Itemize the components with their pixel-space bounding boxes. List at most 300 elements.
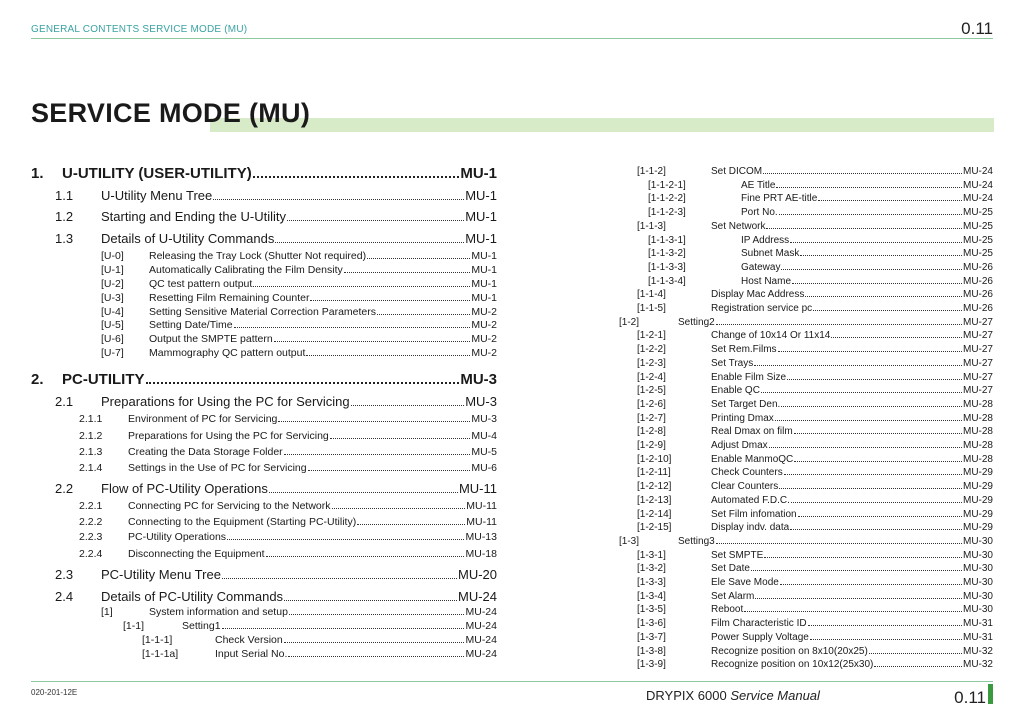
toc-entry-number: 2.1.2 xyxy=(79,430,103,442)
dot-leader xyxy=(274,341,471,342)
toc-entry[interactable] xyxy=(55,589,497,604)
toc-entry[interactable] xyxy=(637,604,993,615)
toc-entry[interactable] xyxy=(637,454,993,465)
dot-leader xyxy=(377,314,470,315)
toc-entry-number: [1-2-12] xyxy=(637,481,672,493)
dot-leader xyxy=(810,639,962,640)
toc-entry[interactable] xyxy=(648,235,993,246)
toc-entry[interactable] xyxy=(55,567,497,582)
toc-entry-label: U-UTILITY (USER-UTILITY) xyxy=(62,165,252,182)
toc-entry-page: MU-2 xyxy=(471,333,497,345)
dot-leader xyxy=(234,327,471,328)
toc-entry[interactable] xyxy=(637,495,993,506)
dot-leader xyxy=(716,324,962,325)
toc-entry-page: MU-30 xyxy=(962,577,993,588)
toc-entry-number: 2.4 xyxy=(55,589,74,604)
toc-entry-label: Set Network xyxy=(711,220,766,232)
toc-entry-label: Preparations for Using the PC for Servicing xyxy=(101,394,350,409)
toc-entry-number: [1-2-13] xyxy=(637,494,672,506)
document-code: 020-201-12E xyxy=(31,688,78,697)
dot-leader xyxy=(306,355,470,356)
toc-entry-page: MU-30 xyxy=(962,590,993,602)
toc-entry-label: Details of U-Utility Commands xyxy=(101,231,275,246)
dot-leader xyxy=(744,611,962,612)
toc-entry-number: [1-2-9] xyxy=(637,440,666,451)
toc-entry-page: MU-27 xyxy=(962,316,993,328)
toc-entry[interactable] xyxy=(79,516,497,528)
toc-entry-page: MU-2 xyxy=(471,347,497,359)
dot-leader xyxy=(357,524,465,525)
toc-entry[interactable] xyxy=(637,166,993,177)
toc-entry-number: 2.1.1 xyxy=(79,413,103,425)
toc-entry-label: Setting1 xyxy=(182,620,221,632)
toc-entry-number: [1-2-15] xyxy=(637,522,672,534)
manual-name: DRYPIX 6000 xyxy=(646,688,727,703)
toc-entry-page: MU-11 xyxy=(458,481,497,496)
dot-leader xyxy=(787,379,962,380)
toc-entry[interactable] xyxy=(31,165,497,182)
toc-entry[interactable] xyxy=(619,317,993,328)
toc-entry-number: [1-3-5] xyxy=(637,604,666,616)
toc-entry-number: [U-7] xyxy=(101,347,124,359)
dot-leader xyxy=(330,438,471,439)
toc-entry-label: Power Supply Voltage xyxy=(711,631,809,643)
toc-entry-label: Mammography QC pattern output xyxy=(149,347,306,359)
toc-entry-number: [1-2-3] xyxy=(637,357,666,369)
toc-entry[interactable] xyxy=(637,563,993,574)
dot-leader xyxy=(761,392,962,393)
toc-entry-page: MU-6 xyxy=(471,462,497,474)
dot-leader xyxy=(344,272,471,273)
toc-entry-label: Settings in the Use of PC for Servicing xyxy=(128,462,307,474)
toc-entry[interactable] xyxy=(101,319,497,331)
toc-entry-number: [1-3] xyxy=(619,535,640,547)
toc-entry[interactable] xyxy=(637,413,993,424)
toc-entry-label: Check Version xyxy=(215,634,283,646)
toc-entry-label: Display Mac Address xyxy=(711,289,805,301)
toc-entry[interactable] xyxy=(637,303,993,314)
toc-entry[interactable] xyxy=(637,646,993,657)
toc-entry-label: System information and setup xyxy=(149,606,288,618)
toc-entry-page: MU-3 xyxy=(471,413,497,425)
toc-entry-number: [1-1-2-1] xyxy=(648,179,686,191)
toc-entry[interactable] xyxy=(101,264,497,276)
toc-entry[interactable] xyxy=(79,413,497,425)
toc-entry[interactable] xyxy=(101,333,497,345)
toc-entry[interactable] xyxy=(79,548,497,560)
toc-entry[interactable] xyxy=(55,231,497,246)
toc-entry-number: [U-5] xyxy=(101,319,124,331)
toc-entry-label: Enable QC xyxy=(711,385,760,397)
toc-entry-label: PC-Utility Menu Tree xyxy=(101,567,221,582)
toc-entry-label: Input Serial No. xyxy=(215,648,288,660)
toc-entry-page: MU-25 xyxy=(962,248,993,260)
toc-entry-label: Automated F.D.C. xyxy=(711,494,790,506)
dot-leader xyxy=(779,214,962,215)
toc-entry-number: [1-1-3-2] xyxy=(648,248,686,260)
dot-leader xyxy=(780,584,962,585)
dot-leader xyxy=(222,578,457,579)
toc-entry[interactable] xyxy=(637,344,993,355)
toc-entry-number: [1-3-7] xyxy=(637,631,666,643)
toc-entry-number: [U-0] xyxy=(101,250,124,262)
toc-entry[interactable] xyxy=(101,250,497,262)
toc-entry[interactable] xyxy=(123,620,497,632)
dot-leader xyxy=(781,406,962,407)
toc-entry[interactable] xyxy=(648,207,993,218)
dot-leader xyxy=(716,543,962,544)
toc-entry-number: [1-3-4] xyxy=(637,590,666,602)
toc-entry-page: MU-25 xyxy=(962,234,993,246)
toc-entry-page: MU-31 xyxy=(962,618,993,630)
dot-leader xyxy=(751,570,962,571)
toc-entry[interactable] xyxy=(637,330,993,341)
toc-entry[interactable] xyxy=(637,399,993,410)
toc-entry[interactable] xyxy=(637,591,993,602)
toc-entry-label: Setting Sensitive Material Correction Parameters xyxy=(149,306,377,318)
toc-entry[interactable] xyxy=(637,289,993,300)
toc-entry[interactable] xyxy=(55,209,497,224)
dot-leader xyxy=(794,461,962,462)
toc-entry-page: MU-29 xyxy=(962,522,993,534)
toc-entry-page: MU-28 xyxy=(962,412,993,424)
toc-entry-number: [1-1-1a] xyxy=(142,648,179,660)
toc-entry-label: Port No. xyxy=(741,207,778,219)
toc-entry-label: Adjust Dmax xyxy=(711,440,768,451)
toc-entry[interactable] xyxy=(142,648,497,660)
dot-leader xyxy=(269,492,458,493)
toc-entry-page: MU-30 xyxy=(962,604,993,616)
toc-entry-page: MU-27 xyxy=(962,344,993,356)
toc-entry[interactable] xyxy=(101,278,497,290)
toc-entry[interactable] xyxy=(648,276,993,287)
toc-entry-page: MU-2 xyxy=(471,306,497,318)
toc-entry-label: Setting2 xyxy=(678,316,715,328)
dot-leader xyxy=(813,310,962,311)
toc-entry-number: [1-3-1] xyxy=(637,549,666,561)
toc-entry-page: MU-26 xyxy=(962,303,993,314)
toc-entry-page: MU-25 xyxy=(962,220,993,232)
toc-entry-label: Enable ManmoQC xyxy=(711,453,794,465)
toc-entry[interactable] xyxy=(637,467,993,478)
toc-entry[interactable] xyxy=(142,634,497,646)
toc-entry-page: MU-1 xyxy=(465,188,497,203)
footer-divider xyxy=(31,681,993,682)
toc-entry-label: Set SMPTE xyxy=(711,549,764,561)
toc-entry-page: MU-1 xyxy=(465,209,497,224)
toc-entry[interactable] xyxy=(79,446,497,458)
toc-entry-page: MU-24 xyxy=(465,648,497,660)
dot-leader xyxy=(763,173,962,174)
toc-entry-label: Reboot xyxy=(711,604,744,616)
toc-entry-number: 2. xyxy=(31,371,44,388)
toc-entry-page: MU-24 xyxy=(465,620,497,632)
dot-leader xyxy=(874,666,962,667)
toc-entry-number: [1-1-3-1] xyxy=(648,234,686,246)
toc-entry[interactable] xyxy=(101,306,497,318)
toc-entry-page: MU-31 xyxy=(962,631,993,643)
toc-entry-page: MU-11 xyxy=(466,516,497,528)
toc-entry-page: MU-29 xyxy=(962,481,993,493)
dot-leader xyxy=(288,656,464,657)
toc-entry-number: [U-2] xyxy=(101,278,124,290)
toc-entry-label: Connecting PC for Servicing to the Network xyxy=(128,500,331,512)
toc-entry-label: AE Title xyxy=(741,179,776,191)
toc-entry[interactable] xyxy=(101,347,497,359)
page-number-bottom: 0.11 xyxy=(954,688,986,707)
breadcrumb[interactable]: GENERAL CONTENTS SERVICE MODE (MU) xyxy=(31,24,248,35)
dot-leader xyxy=(213,199,464,200)
toc-entry[interactable] xyxy=(637,372,993,383)
toc-entry-label: Creating the Data Storage Folder xyxy=(128,446,283,458)
toc-entry-label: Starting and Ending the U-Utility xyxy=(101,209,286,224)
dot-leader xyxy=(792,283,962,284)
toc-entry-label: Set Film infomation xyxy=(711,508,797,520)
toc-entry-page: MU-24 xyxy=(465,634,497,646)
toc-entry-number: [1-1-3-4] xyxy=(648,275,686,287)
toc-entry-label: Change of 10x14 Or 11x14 xyxy=(711,330,831,342)
toc-entry-page: MU-32 xyxy=(962,659,993,671)
toc-entry-page: MU-28 xyxy=(962,440,993,451)
dot-leader xyxy=(800,255,962,256)
toc-entry-number: [1-3-9] xyxy=(637,659,666,671)
toc-entry[interactable] xyxy=(637,426,993,437)
toc-entry[interactable] xyxy=(637,358,993,369)
toc-entry-label: IP Address xyxy=(741,234,790,246)
dot-leader xyxy=(332,508,466,509)
dot-leader xyxy=(222,628,465,629)
toc-entry-number: 1. xyxy=(31,165,44,182)
toc-entry[interactable] xyxy=(79,500,497,512)
toc-entry-label: Subnet Mask xyxy=(741,248,800,260)
toc-entry-page: MU-30 xyxy=(962,549,993,561)
toc-entry-number: [1-3-6] xyxy=(637,618,666,630)
toc-entry-number: [1] xyxy=(101,606,113,618)
dot-leader xyxy=(818,200,962,201)
toc-entry[interactable] xyxy=(637,618,993,629)
toc-entry-number: 2.1.4 xyxy=(79,462,103,474)
toc-entry-number: [1-2-11] xyxy=(637,467,671,479)
toc-entry[interactable] xyxy=(79,462,497,474)
dot-leader xyxy=(266,556,465,557)
toc-entry[interactable] xyxy=(637,632,993,643)
toc-entry-label: Disconnecting the Equipment xyxy=(128,548,265,560)
toc-entry-page: MU-28 xyxy=(962,426,993,438)
manual-title xyxy=(646,688,820,703)
page-title: SERVICE MODE (MU) xyxy=(31,98,311,128)
dot-leader xyxy=(308,470,471,471)
dot-leader xyxy=(755,598,962,599)
toc-entry-label: Preparations for Using the PC for Servicing xyxy=(128,430,329,442)
toc-entry-page: MU-2 xyxy=(471,319,497,331)
toc-entry-page: MU-1 xyxy=(471,292,497,304)
toc-entry-page: MU-1 xyxy=(465,231,497,246)
toc-entry-label: Recognize position on 10x12(25x30) xyxy=(711,659,874,671)
toc-entry[interactable] xyxy=(648,262,993,273)
toc-entry-number: 1.3 xyxy=(55,231,74,246)
toc-entry-number: 1.1 xyxy=(55,188,74,203)
toc-entry-label: Film Characteristic ID xyxy=(711,618,807,630)
toc-entry-label: Set Target Den. xyxy=(711,398,781,410)
toc-entry[interactable] xyxy=(637,440,993,451)
dot-leader xyxy=(764,557,962,558)
toc-entry-label: Environment of PC for Servicing xyxy=(128,413,278,425)
toc-entry-page: MU-1 xyxy=(471,264,497,276)
toc-entry-page: MU-26 xyxy=(962,261,993,273)
toc-entry-label: Real Dmax on film xyxy=(711,426,793,438)
toc-entry-label: Setting3 xyxy=(678,535,715,547)
toc-entry-number: [1-1-4] xyxy=(637,289,666,301)
toc-entry-page: MU-20 xyxy=(457,567,497,582)
toc-entry[interactable] xyxy=(619,536,993,547)
toc-entry-page: MU-13 xyxy=(465,531,497,543)
toc-entry-number: [1-3-3] xyxy=(637,577,666,588)
toc-entry-page: MU-28 xyxy=(962,453,993,465)
toc-entry-page: MU-24 xyxy=(962,193,993,205)
toc-entry[interactable] xyxy=(637,385,993,396)
toc-entry[interactable] xyxy=(31,371,497,388)
dot-leader xyxy=(284,600,457,601)
toc-entry-number: [1-3-2] xyxy=(637,563,666,575)
toc-entry-label: Fine PRT AE-title xyxy=(741,193,818,205)
toc-entry-label: PC-UTILITY xyxy=(62,371,145,388)
dot-leader xyxy=(808,625,962,626)
toc-entry-label: U-Utility Menu Tree xyxy=(101,188,213,203)
dot-leader xyxy=(805,296,962,297)
dot-leader xyxy=(275,242,464,243)
toc-entry-page: MU-28 xyxy=(962,398,993,410)
toc-entry[interactable] xyxy=(637,509,993,520)
toc-entry-number: [U-1] xyxy=(101,264,124,276)
toc-entry[interactable] xyxy=(637,522,993,533)
toc-entry-label: Set Trays xyxy=(711,357,754,369)
toc-entry-label: Releasing the Tray Lock (Shutter Not required) xyxy=(149,250,367,262)
toc-entry-page: MU-1 xyxy=(471,250,497,262)
toc-entry[interactable] xyxy=(637,659,993,670)
toc-entry[interactable] xyxy=(637,577,993,588)
toc-entry-number: 2.2.1 xyxy=(79,500,103,512)
dot-leader xyxy=(310,300,470,301)
toc-entry-number: 2.3 xyxy=(55,567,74,582)
dot-leader xyxy=(791,502,962,503)
toc-entry[interactable] xyxy=(637,481,993,492)
toc-entry-page: MU-29 xyxy=(962,508,993,520)
toc-entry-number: [1-1] xyxy=(123,620,145,632)
toc-entry-number: [1-2-7] xyxy=(637,412,666,424)
dot-leader xyxy=(351,405,465,406)
toc-entry-page: MU-24 xyxy=(962,179,993,191)
toc-entry-label: Details of PC-Utility Commands xyxy=(101,589,284,604)
dot-leader xyxy=(775,420,962,421)
dot-leader xyxy=(781,269,962,270)
toc-entry-label: Automatically Calibrating the Film Density xyxy=(149,264,343,276)
dot-leader xyxy=(779,488,962,489)
toc-entry-label: PC-Utility Operations xyxy=(128,531,227,543)
top-divider xyxy=(31,38,993,39)
toc-entry-label: Set Rem.Films xyxy=(711,344,777,356)
toc-entry[interactable] xyxy=(648,248,993,259)
toc-entry-page: MU-1 xyxy=(471,278,497,290)
dot-leader xyxy=(284,642,465,643)
toc-entry-number: [U-6] xyxy=(101,333,124,345)
toc-entry[interactable] xyxy=(55,394,497,409)
toc-entry-page: MU-11 xyxy=(466,500,497,512)
toc-entry-page: MU-30 xyxy=(962,563,993,575)
toc-entry-page: MU-25 xyxy=(962,207,993,219)
toc-entry-number: [U-3] xyxy=(101,292,124,304)
toc-entry[interactable] xyxy=(637,550,993,561)
toc-entry-page: MU-29 xyxy=(962,494,993,506)
dot-leader xyxy=(253,286,470,287)
dot-leader xyxy=(778,351,962,352)
toc-entry-number: [1-1-3-3] xyxy=(648,261,686,273)
toc-entry-number: [1-2-5] xyxy=(637,385,666,397)
toc-entry-number: [1-1-2-2] xyxy=(648,193,686,205)
toc-entry-page: MU-24 xyxy=(457,589,497,604)
toc-entry[interactable] xyxy=(55,481,497,496)
toc-entry-label: Check Counters xyxy=(711,467,783,479)
toc-entry[interactable] xyxy=(648,193,993,204)
toc-entry-label: Ele Save Mode xyxy=(711,577,779,588)
toc-entry-page: MU-27 xyxy=(962,385,993,397)
toc-entry-page: MU-24 xyxy=(962,166,993,177)
toc-entry-label: Output the SMPTE pattern xyxy=(149,333,273,345)
toc-entry-label: Recognize position on 8x10(20x25) xyxy=(711,645,868,657)
toc-entry-label: Set DICOM xyxy=(711,166,763,177)
toc-entry[interactable] xyxy=(79,531,497,543)
dot-leader xyxy=(253,176,460,178)
toc-entry-number: [1-2-6] xyxy=(637,398,666,410)
toc-entry-page: MU-32 xyxy=(962,645,993,657)
toc-entry[interactable] xyxy=(79,430,497,442)
dot-leader xyxy=(784,474,962,475)
dot-leader xyxy=(798,516,962,517)
toc-entry-number: [1-2-10] xyxy=(637,453,672,465)
toc-entry-page: MU-24 xyxy=(465,606,497,618)
title-underline-band xyxy=(210,118,994,132)
toc-entry-page: MU-26 xyxy=(962,289,993,301)
toc-entry-number: 2.1.3 xyxy=(79,446,103,458)
toc-entry-number: [1-2-4] xyxy=(637,371,666,383)
toc-entry-label: Printing Dmax xyxy=(711,412,774,424)
toc-entry-page: MU-29 xyxy=(962,467,993,479)
toc-entry[interactable] xyxy=(55,188,497,203)
toc-entry-page: MU-5 xyxy=(471,446,497,458)
toc-entry-page: MU-3 xyxy=(460,371,497,388)
toc-entry-label: Enable Film Size xyxy=(711,371,787,383)
toc-entry-number: [1-2-2] xyxy=(637,344,666,356)
manual-suffix: Service Manual xyxy=(730,688,820,703)
dot-leader xyxy=(289,614,465,615)
dot-leader xyxy=(790,242,962,243)
toc-entry-label: Resetting Film Remaining Counter xyxy=(149,292,310,304)
toc-entry[interactable] xyxy=(101,606,497,618)
toc-entry[interactable] xyxy=(637,221,993,232)
toc-entry-label: Host Name xyxy=(741,275,792,287)
toc-entry-number: [1-2] xyxy=(619,316,640,328)
toc-entry[interactable] xyxy=(101,292,497,304)
toc-entry-number: 2.2 xyxy=(55,481,74,496)
toc-entry-number: [1-2-1] xyxy=(637,330,666,342)
dot-leader xyxy=(769,447,962,448)
toc-entry[interactable] xyxy=(648,180,993,191)
toc-entry-label: Registration service pc xyxy=(711,303,813,314)
dot-leader xyxy=(367,258,470,259)
dot-leader xyxy=(794,433,962,434)
toc-entry-number: [1-1-2] xyxy=(637,166,666,177)
toc-entry-label: Connecting to the Equipment (Starting PC-Utility) xyxy=(128,516,357,528)
toc-entry-page: MU-27 xyxy=(962,357,993,369)
